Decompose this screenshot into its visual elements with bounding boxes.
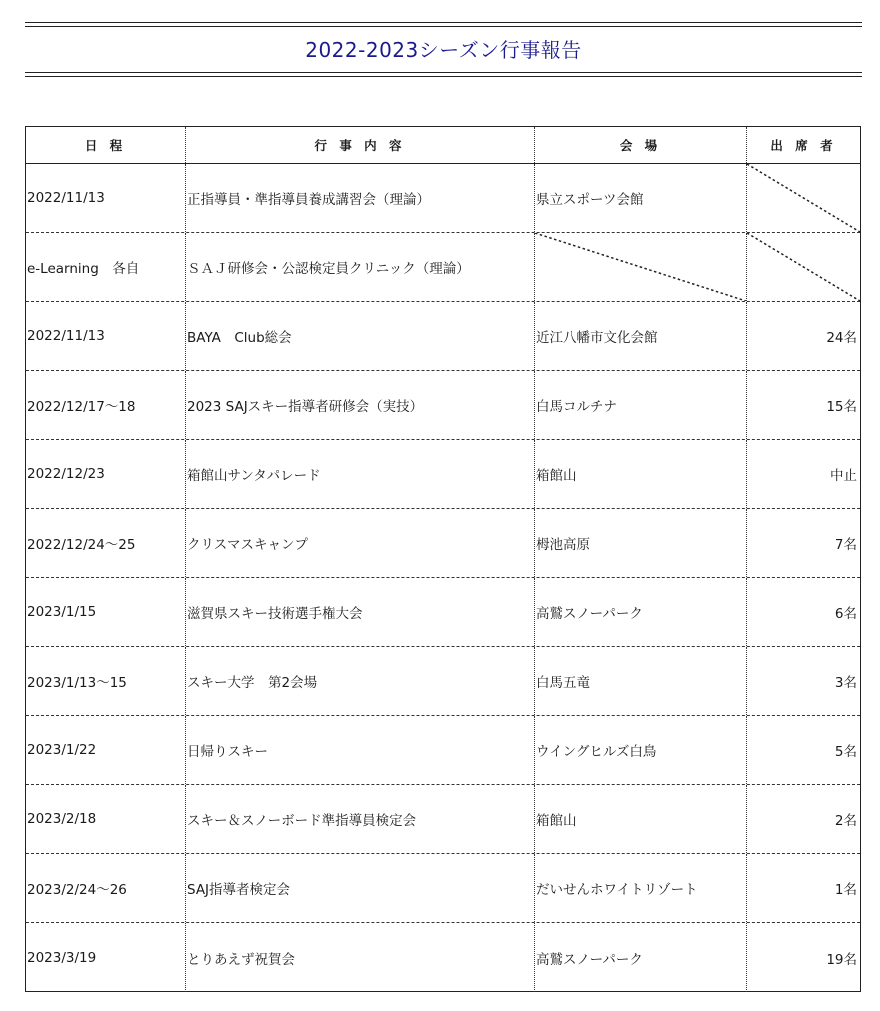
row-event: 日帰りスキー (186, 716, 535, 784)
row-date: 2022/12/23 (26, 440, 186, 508)
diagonal-strike (535, 233, 746, 301)
row-attendance-empty (747, 164, 860, 232)
row-attendance: 5名 (834, 744, 857, 760)
row-venue: ウイングヒルズ白鳥 (535, 716, 747, 784)
header-attendance: 出 席 者 (770, 138, 837, 153)
row-venue: 高鷲スノーパーク (535, 923, 747, 992)
title-rule-top (25, 22, 862, 23)
row-venue: 白馬五竜 (535, 647, 747, 715)
row-date: 2022/12/24～25 (26, 509, 186, 577)
table-row (26, 647, 860, 716)
table-row (26, 923, 860, 992)
title-rule-top-inner (25, 26, 862, 27)
row-event: BAYA Club総会 (186, 302, 535, 370)
row-attendance: 19名 (826, 951, 857, 968)
table-row (26, 578, 860, 647)
row-venue: 近江八幡市文化会館 (535, 302, 747, 370)
row-event: 2023 SAJスキー指導者研修会（実技） (186, 371, 535, 439)
table-row (26, 854, 860, 923)
header-date: 日 程 (26, 127, 186, 163)
header-venue: 会 場 (535, 127, 747, 163)
row-venue: 白馬コルチナ (535, 371, 747, 439)
row-event: 正指導員・準指導員養成講習会（理論） (186, 164, 535, 232)
row-attendance: 24名 (826, 330, 857, 346)
row-event: ＳＡＪ研修会・公認検定員クリニック（理論） (186, 233, 535, 301)
row-venue: 栂池高原 (535, 509, 747, 577)
row-date: 2023/1/13～15 (26, 647, 186, 715)
events-table (25, 126, 861, 992)
row-attendance: 6名 (834, 606, 857, 622)
row-attendance: 7名 (834, 537, 857, 553)
table-row (26, 371, 860, 440)
title-rule-bottom-inner (25, 76, 862, 77)
row-date: 2023/1/15 (26, 578, 186, 646)
row-event: 滋賀県スキー技術選手権大会 (186, 578, 535, 646)
row-venue: 高鷲スノーパーク (535, 578, 747, 646)
row-venue: だいせんホワイトリゾート (535, 854, 747, 922)
row-event: とりあえず祝賀会 (186, 923, 535, 992)
table-row (26, 233, 860, 302)
diagonal-strike (747, 233, 860, 301)
table-header-row (26, 127, 860, 164)
row-event: 箱館山サンタパレード (186, 440, 535, 508)
row-date: 2023/2/18 (26, 785, 186, 853)
row-venue: 箱館山 (535, 440, 747, 508)
page-title: 2022-2023シーズン行事報告 (305, 38, 582, 62)
row-date: e-Learning 各自 (26, 233, 186, 301)
row-date: 2022/12/17～18 (26, 371, 186, 439)
row-attendance: 2名 (834, 813, 857, 829)
table-row (26, 440, 860, 509)
diagonal-strike (747, 164, 860, 232)
row-attendance: 中止 (830, 468, 857, 484)
title-rule-bottom (25, 72, 862, 73)
row-venue-empty (535, 233, 747, 301)
row-attendance-empty (747, 233, 860, 301)
row-date: 2022/11/13 (26, 164, 186, 232)
table-row (26, 164, 860, 233)
row-event: クリスマスキャンプ (186, 509, 535, 577)
table-row (26, 716, 860, 785)
header-event: 行 事 内 容 (186, 127, 535, 163)
row-date: 2022/11/13 (26, 302, 186, 370)
row-attendance: 15名 (826, 399, 857, 415)
row-event: スキー＆スノーボード準指導員検定会 (186, 785, 535, 853)
table-row (26, 302, 860, 371)
table-row (26, 785, 860, 854)
row-venue: 県立スポーツ会館 (535, 164, 747, 232)
row-attendance: 3名 (834, 675, 857, 691)
row-attendance: 1名 (834, 882, 857, 898)
row-event: SAJ指導者検定会 (186, 854, 535, 922)
row-venue: 箱館山 (535, 785, 747, 853)
row-date: 2023/1/22 (26, 716, 186, 784)
table-row (26, 509, 860, 578)
row-date: 2023/3/19 (26, 923, 186, 992)
row-date: 2023/2/24～26 (26, 854, 186, 922)
row-event: スキー大学 第2会場 (186, 647, 535, 715)
